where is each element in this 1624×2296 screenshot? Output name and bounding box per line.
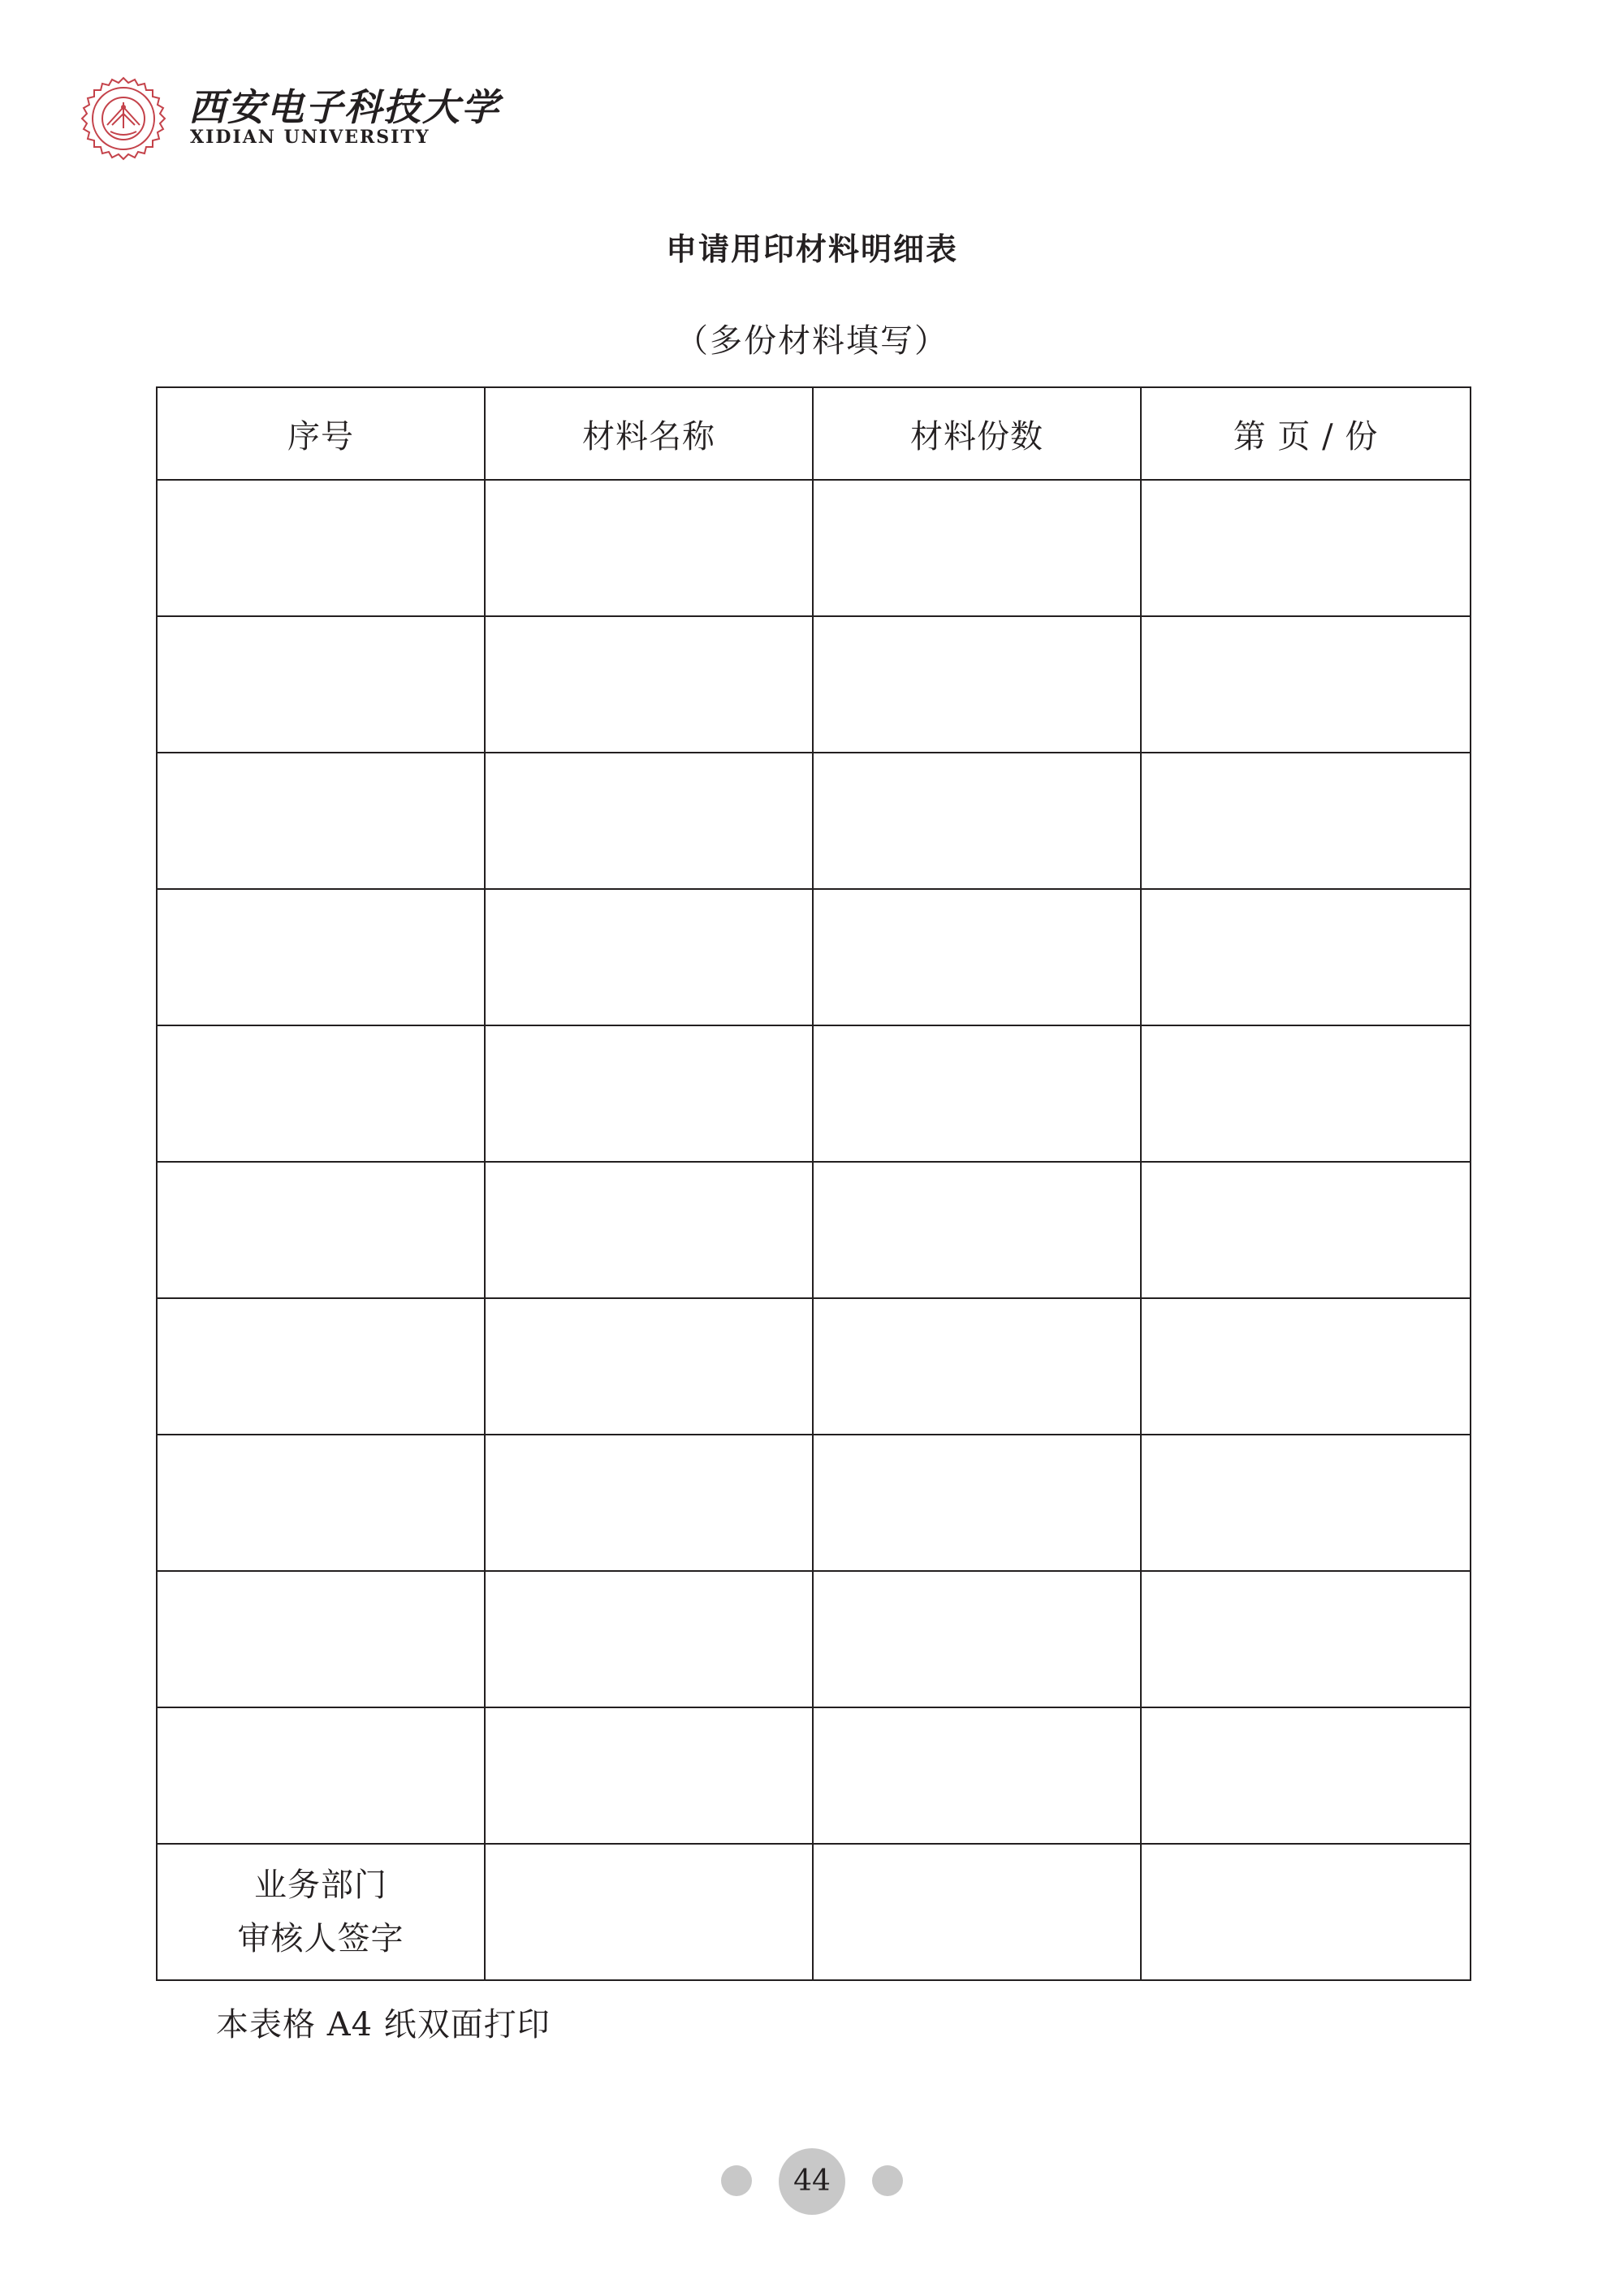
page-dot-right-icon	[872, 2165, 903, 2196]
table-row	[157, 1435, 1471, 1571]
table-row	[157, 616, 1471, 753]
material-name-cell[interactable]	[485, 1707, 813, 1844]
table-row	[157, 1298, 1471, 1435]
copies-cell[interactable]	[813, 616, 1141, 753]
material-name-cell[interactable]	[485, 1025, 813, 1162]
material-name-cell[interactable]	[485, 1435, 813, 1571]
signature-cell[interactable]	[485, 1844, 813, 1980]
serial-cell[interactable]	[157, 616, 485, 753]
column-header-page-per-copy: 第 页 / 份	[1141, 387, 1471, 480]
page-per-copy-cell[interactable]	[1141, 616, 1471, 753]
table-row	[157, 1162, 1471, 1298]
serial-cell[interactable]	[157, 1571, 485, 1707]
table-header-row	[157, 387, 1471, 480]
column-header-material-name: 材料名称	[485, 387, 813, 480]
serial-cell[interactable]	[157, 889, 485, 1025]
serial-cell[interactable]	[157, 1707, 485, 1844]
copies-cell[interactable]	[813, 889, 1141, 1025]
serial-cell[interactable]	[157, 1162, 485, 1298]
university-logo	[78, 75, 500, 166]
page-per-copy-cell[interactable]	[1141, 1025, 1471, 1162]
material-name-cell[interactable]	[485, 480, 813, 616]
university-name-en: XIDIAN UNIVERSITY	[190, 127, 430, 148]
form-title: 申请用印材料明细表	[665, 231, 958, 267]
page-per-copy-cell[interactable]	[1141, 1707, 1471, 1844]
materials-detail-table	[156, 386, 1471, 1981]
copies-cell[interactable]	[813, 1298, 1141, 1435]
material-name-cell[interactable]	[485, 889, 813, 1025]
reviewer-label-line1: 业务部门	[254, 1867, 387, 1904]
page-per-copy-cell[interactable]	[1141, 753, 1471, 889]
material-name-cell[interactable]	[485, 1571, 813, 1707]
copies-cell[interactable]	[813, 1707, 1141, 1844]
page-per-copy-cell[interactable]	[1141, 1435, 1471, 1571]
table-row	[157, 1571, 1471, 1707]
copies-cell[interactable]	[813, 753, 1141, 889]
page-number: 44	[779, 2148, 845, 2215]
serial-cell[interactable]	[157, 1298, 485, 1435]
serial-cell[interactable]	[157, 1025, 485, 1162]
reviewer-label-line2: 审核人签字	[237, 1920, 404, 1957]
copies-cell[interactable]	[813, 1571, 1141, 1707]
table-row	[157, 889, 1471, 1025]
university-seal-icon	[78, 75, 169, 166]
page-per-copy-cell[interactable]	[1141, 480, 1471, 616]
page-per-copy-cell[interactable]	[1141, 1162, 1471, 1298]
print-note: 本表格 A4 纸双面打印	[216, 2006, 551, 2044]
university-name-cn: 西安电子科技大学	[188, 85, 500, 129]
material-name-cell[interactable]	[485, 1162, 813, 1298]
copies-cell[interactable]	[813, 1162, 1141, 1298]
column-header-serial: 序号	[157, 387, 485, 480]
serial-cell[interactable]	[157, 753, 485, 889]
column-header-copies: 材料份数	[813, 387, 1141, 480]
page-dot-left-icon	[721, 2165, 752, 2196]
material-name-cell[interactable]	[485, 753, 813, 889]
signature-cell[interactable]	[813, 1844, 1141, 1980]
reviewer-signature-label	[157, 1844, 485, 1980]
page-per-copy-cell[interactable]	[1141, 889, 1471, 1025]
page-per-copy-cell[interactable]	[1141, 1571, 1471, 1707]
table-row	[157, 480, 1471, 616]
form-subtitle: （多份材料填写）	[676, 322, 948, 360]
serial-cell[interactable]	[157, 480, 485, 616]
page-per-copy-cell[interactable]	[1141, 1298, 1471, 1435]
material-name-cell[interactable]	[485, 616, 813, 753]
copies-cell[interactable]	[813, 480, 1141, 616]
copies-cell[interactable]	[813, 1025, 1141, 1162]
signature-cell[interactable]	[1141, 1844, 1471, 1980]
table-row	[157, 753, 1471, 889]
page-indicator	[0, 2148, 1624, 2213]
serial-cell[interactable]	[157, 1435, 485, 1571]
copies-cell[interactable]	[813, 1435, 1141, 1571]
material-name-cell[interactable]	[485, 1298, 813, 1435]
reviewer-signature-row	[157, 1844, 1471, 1980]
table-row	[157, 1025, 1471, 1162]
table-row	[157, 1707, 1471, 1844]
